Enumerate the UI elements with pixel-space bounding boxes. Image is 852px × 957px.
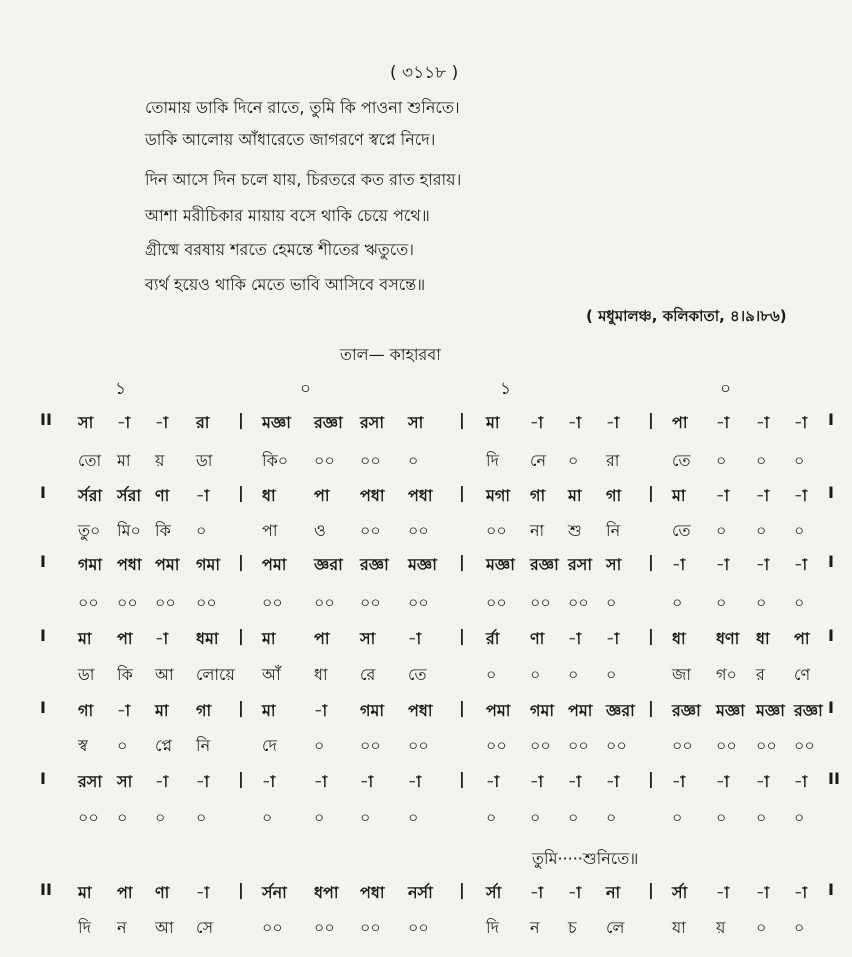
lyric-cell: কি bbox=[155, 521, 171, 540]
bar-line: | bbox=[459, 769, 465, 788]
swara-cell: গমা bbox=[530, 701, 555, 720]
swara-cell: -া bbox=[155, 772, 169, 791]
lyric-cell: স্ব bbox=[78, 736, 88, 755]
swara-cell: ধা bbox=[672, 629, 686, 648]
bar-line: | bbox=[238, 483, 244, 502]
swara-cell: -া bbox=[408, 629, 422, 648]
lyric-cell: না bbox=[530, 521, 545, 540]
bar-line: | bbox=[238, 698, 244, 717]
lyric-cell: ০ bbox=[794, 593, 805, 612]
lyric-cell: ০০ bbox=[360, 451, 381, 470]
lyric-cell: য় bbox=[155, 451, 165, 470]
swara-cell: মজ্ঞা bbox=[486, 555, 515, 574]
beat-marker: ০ bbox=[300, 379, 312, 399]
swara-cell: -া bbox=[794, 413, 808, 432]
swara-cell: পমা bbox=[568, 701, 593, 720]
swara-cell: গা bbox=[530, 486, 546, 505]
bar-line: | bbox=[648, 698, 654, 717]
lyric-cell: রা bbox=[606, 451, 620, 470]
swara-cell: র্সনা bbox=[262, 883, 287, 902]
lyric-cell: দি bbox=[78, 918, 91, 937]
swara-cell: নর্সা bbox=[408, 883, 433, 902]
lyric-cell: ০০ bbox=[262, 593, 283, 612]
swara-cell: ধা bbox=[262, 486, 276, 505]
lyric-cell: শু bbox=[568, 521, 582, 540]
bar-line: I bbox=[828, 626, 834, 645]
swara-cell: সা bbox=[117, 772, 133, 791]
lyric-cell: ডা bbox=[78, 665, 95, 684]
swara-cell: -া bbox=[794, 486, 808, 505]
swara-cell: না bbox=[606, 883, 621, 902]
bar-line: | bbox=[648, 483, 654, 502]
swara-cell: -া bbox=[155, 413, 169, 432]
lyric-cell: ০০ bbox=[360, 521, 381, 540]
lyric-cell: ০ bbox=[196, 808, 207, 827]
swara-cell: পা bbox=[314, 486, 330, 505]
lyric-cell: তে bbox=[408, 665, 427, 684]
swara-cell: গা bbox=[78, 701, 94, 720]
lyric-cell: ০ bbox=[568, 665, 579, 684]
lyric-cell: ০০ bbox=[196, 593, 217, 612]
bar-line: | bbox=[648, 880, 654, 899]
bar-line: I bbox=[828, 410, 834, 429]
swara-cell: পা bbox=[117, 883, 133, 902]
lyric-line-4: আশা মরীচিকার মায়ায় বসে থাকি চেয়ে পথে॥ bbox=[145, 206, 430, 225]
swara-cell: ধা bbox=[756, 629, 770, 648]
swara-cell: -া bbox=[262, 772, 276, 791]
swara-cell: পধা bbox=[360, 486, 385, 505]
swara-cell: রজ্ঞা bbox=[314, 413, 343, 432]
swara-cell: -া bbox=[568, 413, 582, 432]
bar-line: | bbox=[648, 410, 654, 429]
lyric-row bbox=[0, 805, 852, 839]
lyric-cell: ০ bbox=[716, 451, 727, 470]
swara-cell: -া bbox=[716, 413, 730, 432]
lyric-cell: লোয়ে bbox=[196, 665, 235, 684]
bar-line: | bbox=[648, 769, 654, 788]
lyric-cell: ০০ bbox=[262, 918, 283, 937]
lyric-cell: গ০ bbox=[716, 665, 737, 684]
swara-cell: -া bbox=[196, 486, 210, 505]
lyric-cell: নে bbox=[530, 451, 547, 470]
swara-cell: পমা bbox=[262, 555, 287, 574]
swara-cell: -া bbox=[155, 629, 169, 648]
swara-cell: -া bbox=[360, 772, 374, 791]
bar-line: | bbox=[238, 410, 244, 429]
lyric-cell: ০০ bbox=[117, 593, 138, 612]
swara-cell: -া bbox=[606, 413, 620, 432]
lyric-cell: আঁ bbox=[262, 665, 281, 684]
swara-cell: রজ্ঞা bbox=[672, 701, 701, 720]
lyric-cell: ০০ bbox=[78, 808, 99, 827]
beat-marker: ১ bbox=[115, 379, 127, 399]
swara-cell: জ্ঞরা bbox=[314, 555, 343, 574]
lyric-cell: দে bbox=[262, 736, 277, 755]
lyric-cell: তে bbox=[672, 451, 691, 470]
bar-line: | bbox=[648, 552, 654, 571]
lyric-cell: ০০ bbox=[530, 736, 551, 755]
swara-cell: -া bbox=[606, 629, 620, 648]
bar-line: | bbox=[238, 552, 244, 571]
swara-cell: মা bbox=[486, 413, 500, 432]
lyric-cell: তে bbox=[672, 521, 691, 540]
swara-row bbox=[0, 769, 852, 803]
bar-line: | bbox=[459, 626, 465, 645]
lyric-cell: তু০ bbox=[78, 521, 101, 540]
swara-cell: ণা bbox=[155, 883, 170, 902]
swara-cell: -া bbox=[756, 883, 770, 902]
swara-cell: মা bbox=[78, 629, 92, 648]
swara-row bbox=[0, 552, 852, 586]
lyric-cell: ০০ bbox=[78, 593, 99, 612]
swara-cell: পধা bbox=[117, 555, 142, 574]
bar-line: I bbox=[828, 483, 834, 502]
lyric-cell: আ bbox=[155, 918, 174, 937]
taal-label: তাল— কাহারবা bbox=[340, 345, 441, 364]
swara-cell: রজ্ঞা bbox=[530, 555, 559, 574]
lyric-cell: ০ bbox=[408, 808, 419, 827]
lyric-cell: ০০ bbox=[568, 593, 589, 612]
swara-cell: পধা bbox=[408, 701, 433, 720]
lyric-cell: ০০ bbox=[486, 593, 507, 612]
lyric-cell: নি bbox=[606, 521, 621, 540]
bar-line: | bbox=[459, 552, 465, 571]
lyric-cell: ০ bbox=[716, 808, 727, 827]
swara-cell: রসা bbox=[78, 772, 103, 791]
lyric-cell: ও bbox=[314, 521, 326, 540]
swara-cell: -া bbox=[794, 883, 808, 902]
swara-cell: পা bbox=[672, 413, 688, 432]
swara-cell: -া bbox=[314, 701, 328, 720]
lyric-cell: ০০ bbox=[314, 918, 335, 937]
bar-line: | bbox=[238, 880, 244, 899]
lyric-cell: ০ bbox=[117, 808, 128, 827]
bar-line: | bbox=[459, 698, 465, 717]
lyric-cell: দি bbox=[486, 451, 499, 470]
lyric-cell: সে bbox=[196, 918, 214, 937]
swara-cell: র্রা bbox=[486, 629, 500, 648]
lyric-cell: য় bbox=[716, 918, 726, 937]
lyric-cell: মি০ bbox=[117, 521, 141, 540]
lyric-cell: ০০ bbox=[486, 736, 507, 755]
lyric-cell: পা bbox=[262, 521, 278, 540]
swara-cell: -া bbox=[117, 701, 131, 720]
lyric-cell: ০ bbox=[196, 521, 207, 540]
lyric-row bbox=[0, 518, 852, 552]
swara-cell: -া bbox=[314, 772, 328, 791]
lyric-cell: ০০ bbox=[360, 593, 381, 612]
lyric-cell: কি০ bbox=[262, 451, 289, 470]
lyric-cell: ০ bbox=[716, 593, 727, 612]
swara-cell: পা bbox=[794, 629, 810, 648]
lyric-cell: ন bbox=[117, 918, 127, 937]
bar-line: I bbox=[828, 880, 834, 899]
bar-line: | bbox=[459, 410, 465, 429]
lyric-cell: আ bbox=[155, 665, 174, 684]
lyric-cell: ০ bbox=[262, 808, 273, 827]
swara-cell: মা bbox=[262, 629, 276, 648]
swara-cell: মগা bbox=[486, 486, 511, 505]
lyric-cell: ধা bbox=[314, 665, 328, 684]
lyric-cell: ০০ bbox=[408, 736, 429, 755]
lyric-cell: ০০ bbox=[794, 736, 815, 755]
lyric-cell: ০০ bbox=[314, 593, 335, 612]
bar-line: I bbox=[40, 698, 46, 717]
swara-cell: -া bbox=[530, 772, 544, 791]
lyric-cell: কি bbox=[117, 665, 133, 684]
lyric-cell: ০০ bbox=[568, 736, 589, 755]
swara-cell: -া bbox=[568, 629, 582, 648]
lyric-cell: ০০ bbox=[360, 918, 381, 937]
lyric-cell: ০ bbox=[530, 808, 541, 827]
swara-cell: -া bbox=[486, 772, 500, 791]
bar-line: I bbox=[40, 483, 46, 502]
lyric-cell: প্নে bbox=[155, 736, 173, 755]
lyric-row bbox=[0, 915, 852, 949]
swara-cell: গমা bbox=[78, 555, 103, 574]
lyric-cell: র bbox=[756, 665, 765, 684]
lyric-cell: চ bbox=[568, 918, 577, 937]
swara-cell: -া bbox=[672, 555, 686, 574]
lyric-cell: ০ bbox=[716, 521, 727, 540]
swara-cell: গা bbox=[606, 486, 622, 505]
bar-line: II bbox=[40, 880, 52, 899]
lyric-cell: ০ bbox=[794, 521, 805, 540]
swara-cell: -া bbox=[196, 883, 210, 902]
lyric-cell: ০০ bbox=[155, 593, 176, 612]
lyric-cell: ০ bbox=[672, 808, 683, 827]
lyric-cell: ০ bbox=[314, 736, 325, 755]
lyric-cell: লে bbox=[606, 918, 625, 937]
lyric-row bbox=[0, 448, 852, 482]
swara-cell: রা bbox=[196, 413, 210, 432]
swara-row bbox=[0, 410, 852, 444]
bar-line: II bbox=[828, 769, 840, 788]
lyric-cell: তো bbox=[78, 451, 102, 470]
swara-cell: রসা bbox=[360, 413, 385, 432]
bar-line: | bbox=[238, 769, 244, 788]
bar-line: | bbox=[459, 880, 465, 899]
swara-cell: মা bbox=[672, 486, 686, 505]
lyric-line-2: ডাকি আলোয় আঁধারেতে জাগরণে স্বপ্নে নিদে। bbox=[145, 130, 436, 149]
bar-line: I bbox=[40, 769, 46, 788]
swara-cell: -া bbox=[716, 486, 730, 505]
lyric-cell: ন bbox=[530, 918, 540, 937]
lyric-cell: ০ bbox=[486, 665, 497, 684]
lyric-cell: ০০ bbox=[530, 593, 551, 612]
bar-line: I bbox=[40, 552, 46, 571]
swara-row bbox=[0, 698, 852, 732]
lyric-cell: ০ bbox=[360, 808, 371, 827]
lyric-cell: ০ bbox=[606, 808, 617, 827]
lyric-cell: ০ bbox=[155, 808, 166, 827]
lyric-line-5: গ্রীষ্মে বরষায় শরতে হেমন্তে শীতের ঋতুতে। bbox=[145, 240, 414, 259]
lyric-cell: ০ bbox=[794, 918, 805, 937]
swara-cell: -া bbox=[408, 772, 422, 791]
lyric-cell: ০ bbox=[794, 451, 805, 470]
lyric-cell: ০ bbox=[568, 808, 579, 827]
swara-cell: পধা bbox=[360, 883, 385, 902]
lyric-cell: ০ bbox=[486, 808, 497, 827]
lyric-cell: ০ bbox=[756, 451, 767, 470]
lyric-cell: ০০ bbox=[360, 736, 381, 755]
lyric-cell: রে bbox=[360, 665, 376, 684]
lyric-cell: ০ bbox=[408, 451, 419, 470]
beat-marker: ০ bbox=[720, 379, 732, 399]
song-number: ( ৩১১৮ ) bbox=[390, 63, 459, 83]
swara-cell: র্সরা bbox=[78, 486, 103, 505]
swara-cell: -া bbox=[716, 555, 730, 574]
lyric-row bbox=[0, 662, 852, 696]
bar-line: I bbox=[828, 698, 834, 717]
lyric-cell: ০০ bbox=[314, 451, 335, 470]
swara-cell: -া bbox=[716, 772, 730, 791]
swara-cell: ধণা bbox=[716, 629, 740, 648]
beat-marker: ১ bbox=[500, 379, 512, 399]
lyric-cell: ০০ bbox=[606, 736, 627, 755]
swara-cell: মজ্ঞা bbox=[716, 701, 745, 720]
lyric-cell: ০ bbox=[756, 521, 767, 540]
lyric-cell: ০ bbox=[756, 918, 767, 937]
swara-cell: পমা bbox=[486, 701, 511, 720]
swara-cell: -া bbox=[606, 772, 620, 791]
lyric-cell: মা bbox=[117, 451, 131, 470]
lyric-cell: ০ bbox=[117, 736, 128, 755]
swara-cell: -া bbox=[756, 486, 770, 505]
lyric-cell: জা bbox=[672, 665, 691, 684]
swara-cell: র্সা bbox=[486, 883, 502, 902]
bar-line: I bbox=[40, 626, 46, 645]
swara-cell: মা bbox=[155, 701, 169, 720]
lyric-cell: ০ bbox=[568, 451, 579, 470]
swara-cell: -া bbox=[117, 413, 131, 432]
swara-cell: গা bbox=[196, 701, 212, 720]
swara-cell: মজ্ঞা bbox=[756, 701, 785, 720]
swara-cell: পমা bbox=[155, 555, 180, 574]
lyric-cell: ০ bbox=[530, 665, 541, 684]
swara-cell: রজ্ঞা bbox=[794, 701, 823, 720]
lyric-line-6: ব্যর্থ হয়েও থাকি মেতে ভাবি আসিবে বসন্তে॥ bbox=[145, 275, 426, 294]
swara-cell: র্সরা bbox=[117, 486, 142, 505]
swara-cell: রসা bbox=[568, 555, 593, 574]
swara-cell: ধপা bbox=[314, 883, 339, 902]
interlude-note: তুমি·····শুনিতে॥ bbox=[532, 849, 639, 868]
lyric-cell: ০ bbox=[606, 593, 617, 612]
swara-cell: র্সা bbox=[672, 883, 688, 902]
swara-cell: -া bbox=[794, 555, 808, 574]
swara-cell: সা bbox=[360, 629, 376, 648]
lyric-cell: যা bbox=[672, 918, 686, 937]
swara-cell: জ্ঞরা bbox=[606, 701, 635, 720]
lyric-cell: ০ bbox=[756, 593, 767, 612]
swara-cell: -া bbox=[530, 883, 544, 902]
swara-cell: মা bbox=[262, 701, 276, 720]
swara-cell: -া bbox=[530, 413, 544, 432]
bar-line: II bbox=[40, 410, 52, 429]
swara-cell: -া bbox=[568, 883, 582, 902]
bar-line: I bbox=[828, 552, 834, 571]
swara-cell: গমা bbox=[360, 701, 385, 720]
lyric-line-1: তোমায় ডাকি দিনে রাতে, তুমি কি পাওনা শুনিতে। bbox=[145, 98, 460, 117]
lyric-cell: নি bbox=[196, 736, 211, 755]
swara-cell: সা bbox=[408, 413, 424, 432]
lyric-cell: ০০ bbox=[716, 736, 737, 755]
lyric-cell: ০০ bbox=[408, 521, 429, 540]
swara-cell: ধমা bbox=[196, 629, 219, 648]
lyric-cell: ০০ bbox=[408, 593, 429, 612]
swara-cell: মা bbox=[78, 883, 92, 902]
swara-cell: সা bbox=[78, 413, 94, 432]
lyric-line-3: দিন আসে দিন চলে যায়, চিরতরে কত রাত হারায়। bbox=[145, 170, 462, 189]
swara-cell: মা bbox=[568, 486, 582, 505]
lyric-row bbox=[0, 733, 852, 767]
credit-line: ( মধুমালঞ্চ, কলিকাতা, ৪।৯।৮৬) bbox=[586, 307, 787, 325]
lyric-cell: ০০ bbox=[756, 736, 777, 755]
swara-cell: রজ্ঞা bbox=[360, 555, 389, 574]
lyric-cell: ০০ bbox=[408, 918, 429, 937]
swara-cell: মজ্ঞা bbox=[262, 413, 291, 432]
swara-cell: পা bbox=[314, 629, 330, 648]
swara-cell: পধা bbox=[408, 486, 433, 505]
swara-cell: পা bbox=[117, 629, 133, 648]
bar-line: | bbox=[648, 626, 654, 645]
swara-cell: ণা bbox=[530, 629, 545, 648]
swara-row bbox=[0, 483, 852, 517]
lyric-cell: ণে bbox=[794, 665, 811, 684]
lyric-cell: ০ bbox=[606, 665, 617, 684]
swara-cell: -া bbox=[568, 772, 582, 791]
lyric-cell: ০ bbox=[756, 808, 767, 827]
lyric-cell: ০ bbox=[672, 593, 683, 612]
lyric-row bbox=[0, 590, 852, 624]
lyric-cell: ০ bbox=[794, 808, 805, 827]
swara-cell: গমা bbox=[196, 555, 221, 574]
lyric-cell: দি bbox=[486, 918, 499, 937]
swara-cell: -া bbox=[794, 772, 808, 791]
swara-cell: সা bbox=[606, 555, 622, 574]
swara-cell: -া bbox=[756, 413, 770, 432]
lyric-cell: ০ bbox=[314, 808, 325, 827]
swara-cell: -া bbox=[716, 883, 730, 902]
swara-cell: -া bbox=[756, 555, 770, 574]
lyric-cell: ০০ bbox=[672, 736, 693, 755]
swara-cell: -া bbox=[672, 772, 686, 791]
swara-row bbox=[0, 626, 852, 660]
bar-line: | bbox=[459, 483, 465, 502]
lyric-cell: ০০ bbox=[486, 521, 507, 540]
bar-line: | bbox=[238, 626, 244, 645]
swara-cell: মজ্ঞা bbox=[408, 555, 437, 574]
swara-row bbox=[0, 880, 852, 914]
swara-cell: -া bbox=[196, 772, 210, 791]
swara-cell: -া bbox=[756, 772, 770, 791]
lyric-cell: ডা bbox=[196, 451, 213, 470]
swara-cell: ণা bbox=[155, 486, 170, 505]
